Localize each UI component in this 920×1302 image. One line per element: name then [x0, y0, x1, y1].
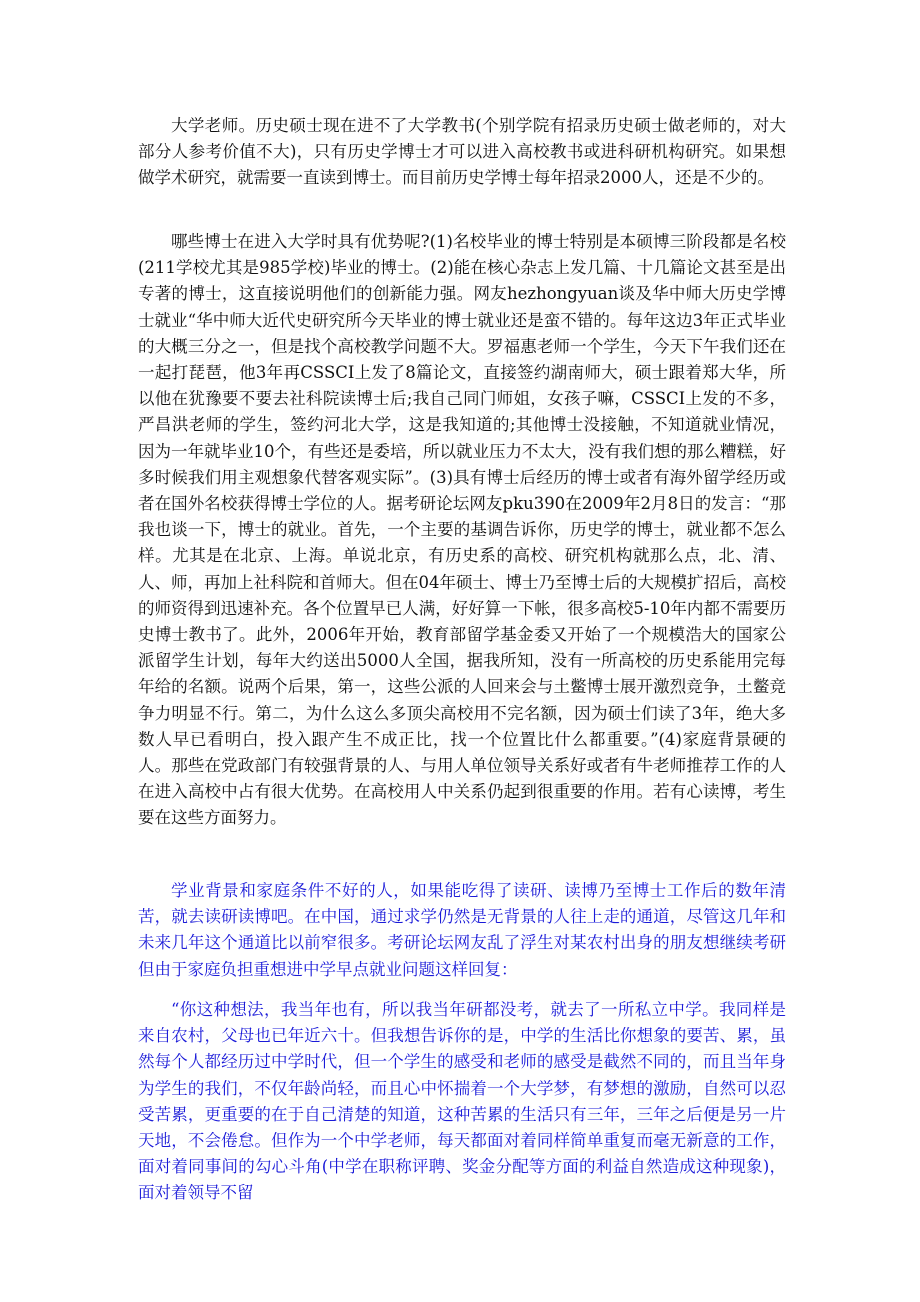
paragraph-phd-advantages: 哪些博士在进入大学时具有优势呢?(1)名校毕业的博士特别是本硕博三阶段都是名校(211学校尤其是985学校)毕业的博士。(2)能在核心杂志上发几篇、十几篇论文甚至是出专著的博士，这直接说明他们的创新能力强。网友hezhongyuan谈及华中师大历史学博士就业“华中师大近代史研究所今天毕业的博士就业还是蛮不错的。每年这边3年正式毕业的大概三分之一，但是找个高校教学问题不大。罗福惠老师一个学生，今天下午我们还在一起打琵琶，他3年再CSSCI上发了8篇论文，直接签约湖南师大，硕士跟着郑大华，所以他在犹豫要不要去社科院读博士后;我自己同门师姐，女孩子嘛，CSSCI上发的不多，严昌洪老师的学生，签约河北大学，这是我知道的;其他博士没接触，不知道就业情况，因为一年就毕业10个，有些还是委培，所以就业压力不太大，没有我们想的那么糟糕，好多时候我们用主观想象代替客观实际”。(3)具有博士后经历的博士或者有海外留学经历或者在国外名校获得博士学位的人。据考研论坛网友pku390在2009年2月8日的发言：“那我也谈一下，博士的就业。首先，一个主要的基调告诉你，历史学的博士，就业都不怎么样。尤其是在北京、上海。单说北京，有历史系的高校、研究机构就那么点，北、清、人、师，再加上社科院和首师大。但在04年硕士、博士乃至博士后的大规模扩招后，高校的师资得到迅速补充。各个位置早已人满，好好算一下帐，很多高校5-10年内都不需要历史博士教书了。此外，2006年开始，教育部留学基金委又开始了一个规模浩大的国家公派留学生计划，每年大约送出5000人全国，据我所知，没有一所高校的历史系能用完每年给的名额。说两个后果，第一，这些公派的人回来会与土鳖博士展开激烈竞争，土鳖竞争力明显不行。第二，为什么这么多顶尖高校用不完名额，因为硕士们读了3年，绝大多数人早已看明白，投入跟产生不成正比，找一个位置比什么都重要。”(4)家庭背景硬的人。那些在党政部门有较强背景的人、与用人单位领导关系好或者有牛老师推荐工作的人在进入高校中占有很大优势。在高校用人中关系仍起到很重要的作用。若有心读博，考生要在这些方面努力。	[138, 232, 786, 828]
paragraph-university-teacher: 大学老师。历史硕士现在进不了大学教书(个别学院有招录历史硕士做老师的，对大部分人参考价值不大)，只有历史学博士才可以进入高校教书或进科研机构研究。如果想做学术研究，就需要一直读到博士。而目前历史学博士每年招录2000人，还是不少的。	[138, 116, 786, 188]
paragraph-background-advice: 学业背景和家庭条件不好的人，如果能吃得了读研、读博乃至博士工作后的数年清苦，就去读研读博吧。在中国，通过求学仍然是无背景的人往上走的通道，尽管这几年和未来几年这个通道比以前窄很多。考研论坛网友乱了浮生对某农村出身的朋友想继续考研但由于家庭负担重想进中学早点就业问题这样回复：	[138, 881, 786, 979]
paragraph-forum-reply-quote: “你这种想法，我当年也有，所以我当年研都没考，就去了一所私立中学。我同样是来自农村，父母也已年近六十。但我想告诉你的是，中学的生活比你想象的要苦、累，虽然每个人都经历过中学时代，但一个学生的感受和老师的感受是截然不同的，而且当年身为学生的我们，不仅年龄尚轻，而且心中怀揣着一个大学梦，有梦想的激励，自然可以忍受苦累，更重要的在于自己清楚的知道，这种苦累的生活只有三年，三年之后便是另一片天地，不会倦怠。但作为一个中学老师，每天都面对着同样简单重复而毫无新意的工作，面对着同事间的勾心斗角(中学在职称评聘、奖金分配等方面的利益自然造成这种现象)，面对着领导不留	[138, 1000, 786, 1203]
